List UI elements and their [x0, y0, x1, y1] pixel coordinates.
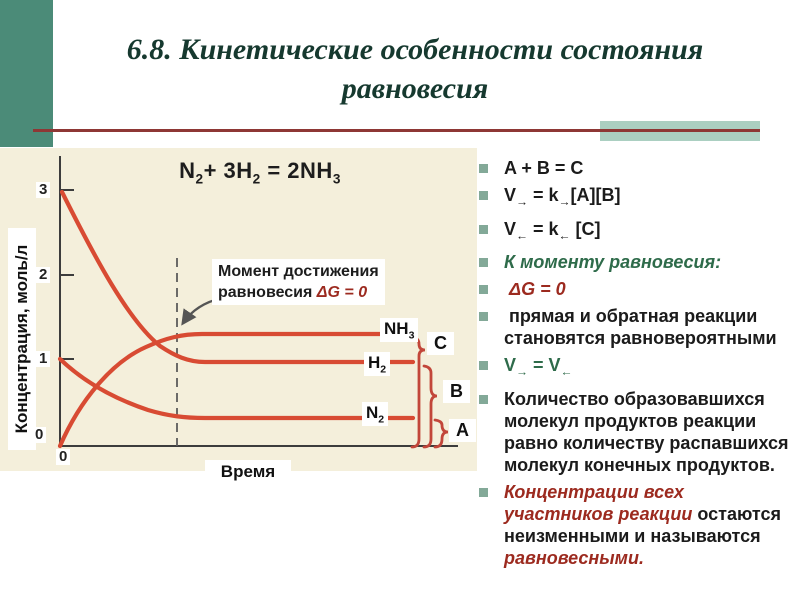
slide-title — [70, 30, 760, 108]
bullet-square-icon — [479, 395, 488, 404]
bullet-square-icon — [479, 225, 488, 234]
brace-label-a: A — [449, 419, 476, 442]
bullet-item — [479, 184, 795, 213]
annotation-line2: равновесия — [218, 284, 317, 301]
bullet-item — [479, 218, 795, 247]
annotation-delta-g: ΔG = 0 — [316, 284, 368, 301]
brace-a — [435, 420, 448, 447]
x-origin-label: 0 — [56, 449, 70, 465]
brace-label-b: B — [443, 380, 470, 403]
bullet-text: Концентрации всех участников реакции остаются неизменными и называются равновесными. — [504, 481, 787, 568]
y-tick-label-3: 3 — [36, 182, 50, 198]
bullet-item — [479, 278, 795, 300]
bullet-item — [479, 481, 795, 569]
equilibrium-annotation — [212, 259, 385, 305]
brace-b — [424, 366, 437, 447]
y-axis-label: Концентрация, моль/л — [8, 228, 36, 450]
bullet-text: прямая и обратная реакции становятся равновероятными — [504, 306, 777, 349]
bullet-square-icon — [479, 312, 488, 321]
slide-title-line2: равновесия — [341, 72, 489, 105]
bullet-square-icon — [479, 164, 488, 173]
bullet-text: A + B = C — [504, 158, 584, 178]
slide-title-line1: 6.8. Кинетические особенности состояния — [126, 33, 704, 66]
sidebar-accent-bar — [0, 0, 53, 147]
n2-curve-label: $N_2$ — [362, 402, 388, 426]
bullet-square-icon — [479, 191, 488, 200]
bullet-item — [479, 354, 795, 383]
bullet-item — [479, 388, 795, 476]
x-axis-label: Время — [205, 460, 291, 484]
brace-label-c: C — [427, 332, 454, 355]
bullet-text: $V_\leftarrow = k_\leftarrow$ [C] — [504, 218, 601, 243]
nh3-curve — [60, 334, 413, 446]
chart-equation: $N_2+ 3H_2 = 2NH_3$ — [179, 158, 341, 187]
bullet-item — [479, 305, 795, 349]
annotation-line1: Момент достижения — [218, 263, 379, 280]
y-tick-label-0: 0 — [32, 427, 46, 443]
brace-c — [412, 337, 425, 447]
bullet-square-icon — [479, 285, 488, 294]
bullet-square-icon — [479, 488, 488, 497]
bullet-text: $V_\to = V_\leftarrow$ — [504, 355, 573, 379]
concentration-time-chart — [0, 148, 477, 471]
bullet-text: Количество образовавшихся молекул продуктов реакции равно количеству распавшихся молекул конечных продуктов. — [504, 388, 794, 475]
bullet-text: $V_\to = k_\to[A][B]$ — [504, 185, 621, 209]
bullet-text: ΔG = 0 — [504, 279, 566, 300]
title-rule-line — [33, 129, 760, 132]
chart-panel — [0, 148, 477, 481]
bullet-square-icon — [479, 258, 488, 267]
bullet-square-icon — [479, 361, 488, 370]
bullet-item — [479, 251, 795, 273]
y-tick-label-1: 1 — [36, 351, 50, 367]
bullet-item — [479, 157, 795, 179]
y-tick-label-2: 2 — [36, 267, 50, 283]
bullet-text: К моменту равновесия: — [504, 252, 722, 273]
equilibrium-bullet-list — [479, 157, 795, 574]
h2-curve-label: $H_2$ — [364, 352, 390, 376]
nh3-curve-label: $NH_3$ — [380, 318, 418, 342]
